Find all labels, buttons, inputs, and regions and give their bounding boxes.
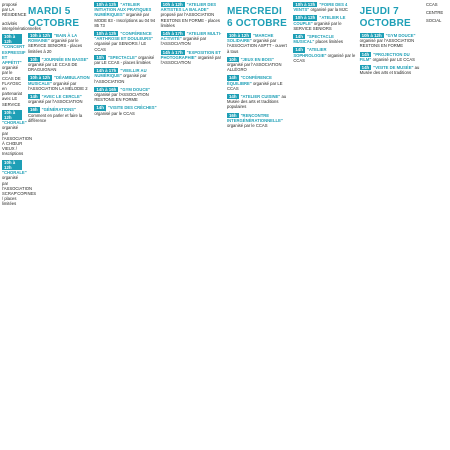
event-time: 14h bbox=[295, 34, 303, 40]
event-time: 14h bbox=[361, 51, 370, 57]
event-entry bbox=[28, 107, 90, 123]
event-description: au Musée des arts et traditions bbox=[359, 65, 420, 76]
event-title: "JOURNÉE EN BASSE" bbox=[41, 56, 89, 62]
event-time: 14h bbox=[96, 105, 104, 111]
event-time: 14h bbox=[228, 94, 237, 100]
event-description: organisé par le SERVICE SENIORS bbox=[293, 20, 342, 31]
event-time: 14h à 17h bbox=[162, 49, 183, 55]
event-description: organisé par l'ASSOCIATION LA MÉLODIE 2 bbox=[28, 80, 88, 91]
event-title: "CONFÉRENCE "ARTHROSE ET DOULEURS" bbox=[94, 31, 153, 42]
event-title: "CHORALE" bbox=[2, 120, 27, 126]
event-entry bbox=[293, 34, 355, 44]
event-time: 10h à 12h bbox=[162, 2, 183, 7]
event-entry bbox=[227, 57, 289, 73]
event-time: 14h à 17h bbox=[162, 31, 183, 37]
event-entry bbox=[293, 15, 355, 31]
event-title: "ATELIER LE COUPLE" bbox=[293, 15, 346, 26]
event-title: "AVEC LE CERCLE" bbox=[41, 94, 82, 100]
event-entry bbox=[227, 94, 289, 110]
event-description: organisé par l'ASSOCIATION bbox=[28, 99, 83, 105]
event-title: "ATELIER SOPHROLOGIE" bbox=[293, 47, 327, 58]
day-heading: JEUDI 7 OCTOBRE bbox=[359, 6, 411, 29]
event-time: 14h à 17h bbox=[96, 68, 117, 74]
event-time: 10h à 12h bbox=[96, 31, 117, 37]
event-title: "CHORALE" bbox=[2, 170, 27, 176]
event-description: organisé par LE CCAS bbox=[226, 80, 283, 91]
event-title: "VISITE DES CRÈCHES" bbox=[107, 105, 157, 111]
event-entry bbox=[426, 2, 448, 7]
event-title: "ATELIER INITIATION AUX PRATIQUES NUMÉRIQUES" bbox=[94, 2, 152, 18]
column-4 bbox=[161, 0, 223, 450]
event-time: 10h à 12h bbox=[295, 15, 316, 21]
event-time: 14h bbox=[295, 47, 303, 53]
event-title: "ATELIER MULTI-ACTIVITÉ" bbox=[160, 31, 222, 42]
event-entry bbox=[94, 55, 156, 65]
event-description: au Musée des arts et traditions populaires bbox=[226, 94, 287, 110]
event-description: Comment en parler et faire la différence bbox=[28, 112, 83, 123]
event-time: 10h à 12h bbox=[361, 33, 382, 38]
event-description: organisé par l'ASSOCIATION RESTONS EN FORME bbox=[359, 38, 415, 49]
event-time: 14h à 16h bbox=[96, 86, 117, 92]
event-time: 16h bbox=[30, 107, 38, 113]
event-title: "SPECTACLE" bbox=[107, 54, 137, 60]
event-title: "BAIN À LA ROMAINE" bbox=[28, 33, 78, 44]
event-entry bbox=[227, 33, 289, 54]
event-description: organisé par SENIORS / LE CCAS bbox=[94, 41, 147, 52]
event-time: 10h bbox=[96, 54, 104, 60]
event-time: 10h à 12h bbox=[96, 2, 117, 7]
event-entry bbox=[360, 65, 422, 75]
event-time: 10h à 12h bbox=[30, 75, 51, 81]
event-entry bbox=[94, 68, 156, 84]
event-title: "SPECTACLE MUSICAL" bbox=[293, 34, 334, 45]
event-title: "DÉAMBULATION MUSICALE" bbox=[28, 75, 90, 86]
event-entry bbox=[360, 33, 422, 49]
event-time: 10h bbox=[228, 56, 237, 62]
event-description: CENTRE bbox=[425, 10, 444, 16]
event-description: organisé par le SERVICE SENIORS - places limitées à 20 bbox=[28, 38, 83, 54]
event-description: SOCIAL bbox=[425, 18, 442, 24]
event-entry bbox=[94, 105, 156, 115]
event-entry bbox=[227, 75, 289, 91]
event-title: "CONCERT EXPRESSIF ET APPÉTIT" bbox=[2, 44, 26, 66]
event-description: organisé par l'ASSOCIATION RESTONS EN FORME bbox=[94, 92, 149, 103]
event-time: 10h à 12h bbox=[2, 110, 22, 120]
event-entry bbox=[426, 18, 448, 23]
event-entry bbox=[293, 47, 355, 63]
event-time: 14h bbox=[361, 65, 370, 71]
event-entry bbox=[426, 10, 448, 15]
event-description: organisé par l'ASSOCIATION ALLÉGRO bbox=[226, 62, 282, 73]
event-entry bbox=[2, 2, 27, 18]
column-6 bbox=[293, 0, 355, 450]
event-entry bbox=[28, 94, 90, 104]
event-time: 16h bbox=[228, 112, 237, 118]
event-description: organisé par LE CCAS DE DRAGUIGNAN bbox=[28, 62, 78, 73]
event-description: organisé par l'ASSOCIATION SCRAP'COPINES / places limitées bbox=[2, 175, 37, 207]
event-title: "MARCHE SOLIDAIRE" bbox=[226, 33, 274, 44]
event-title: "GÉNÉRATIONS" bbox=[41, 107, 76, 113]
event-description: organisé par le CCAS bbox=[226, 123, 268, 129]
event-entry bbox=[227, 113, 289, 129]
event-description: organisé par le CCAS bbox=[94, 110, 135, 116]
event-description: organisé par la MJC bbox=[310, 7, 348, 13]
column-7 bbox=[360, 0, 422, 450]
event-title: "JEUX EN BOIS" bbox=[240, 56, 274, 62]
event-description: organisé par l'ASSOCIATION ASPTT - ouvert à tous bbox=[226, 38, 287, 54]
day-heading: MARDI 5 OCTOBRE bbox=[28, 6, 80, 29]
event-description: activités intergénérationnelles bbox=[2, 20, 41, 31]
event-time: 14h bbox=[30, 94, 38, 100]
event-description: organisé par le CCAS DE FLAYOSC en partenariat avec LE SERVICE bbox=[2, 65, 23, 107]
event-title: "VIEILLIR AU NUMÉRIQUE" bbox=[94, 68, 147, 79]
event-title: "CONFÉRENCE ÉQUILIBRE" bbox=[226, 75, 272, 86]
event-time: 10h à 12h bbox=[30, 33, 51, 38]
event-entry bbox=[161, 50, 223, 66]
event-time: 10h à 12h bbox=[2, 34, 22, 44]
event-title: "GYM DOUCE" bbox=[385, 33, 416, 38]
event-time: 10h bbox=[30, 56, 38, 62]
event-entry bbox=[2, 159, 37, 207]
event-title: "GYM DOUCE" bbox=[120, 86, 151, 92]
event-description: places limitées bbox=[315, 39, 344, 45]
event-description: organisé par l'ASSOCIATION bbox=[160, 54, 221, 66]
event-entry bbox=[2, 109, 33, 157]
event-time: 10h à 12h bbox=[295, 2, 316, 7]
event-description: organisé par l'ASSOCIATION bbox=[160, 36, 207, 47]
column-3 bbox=[94, 0, 156, 450]
event-title: "RENCONTRE INTERGÉNÉRATIONNELLE" bbox=[226, 112, 283, 123]
event-entry bbox=[2, 20, 41, 31]
event-description: organisé par l'ASSOCIATION À CHŒUR VIEUX / Inscriptions bbox=[2, 125, 33, 157]
event-description: CCAS bbox=[425, 2, 438, 7]
event-title: "VISITE DE MUSÉE" bbox=[373, 65, 414, 71]
event-entry bbox=[94, 31, 156, 52]
event-title: "ATELIER DES ARTISTES LA BALADE" bbox=[160, 2, 217, 13]
event-title: "EXPOSITION ET PHOTOGRAPHIE" bbox=[160, 49, 221, 60]
event-entry bbox=[360, 52, 422, 62]
event-time: 10h à 12h bbox=[228, 33, 249, 38]
event-entry bbox=[161, 2, 223, 28]
event-entry bbox=[94, 87, 156, 103]
event-entry bbox=[94, 2, 156, 28]
event-description: organisé par le CCAS bbox=[293, 52, 356, 63]
event-time: 14h bbox=[228, 75, 237, 81]
event-description: organisé par LE CCAS - places limitées bbox=[94, 54, 155, 66]
event-description: proposé par l'ASSOCIATION RESTONS EN FORME - places limitées bbox=[160, 12, 220, 28]
column-2 bbox=[28, 0, 90, 450]
event-title: "ATELIER CUISINE" bbox=[240, 94, 281, 100]
day-heading: MERCREDI 6 OCTOBRE bbox=[226, 6, 287, 29]
event-entry bbox=[28, 57, 90, 73]
event-time: 10h à 12h bbox=[2, 160, 22, 170]
event-entry bbox=[2, 34, 24, 107]
column-5 bbox=[227, 0, 289, 450]
event-description: organisé par MODE 83 - Inscriptions au 04 94 85 73 bbox=[94, 12, 156, 28]
event-entry bbox=[28, 75, 90, 91]
event-entry bbox=[28, 33, 90, 54]
event-title: "FOIRE DES 4 VENTS" bbox=[293, 2, 348, 13]
event-entry bbox=[293, 2, 355, 12]
event-description: organisé par l'ASSOCIATION bbox=[94, 73, 147, 84]
event-title: "PROJECTION DU FILM" bbox=[359, 51, 410, 62]
event-entry bbox=[161, 31, 223, 47]
column-8 bbox=[426, 0, 448, 450]
event-description: proposé par LA RÉSIDENCE bbox=[2, 2, 27, 18]
event-description: organisé par LE CCAS bbox=[372, 56, 415, 62]
